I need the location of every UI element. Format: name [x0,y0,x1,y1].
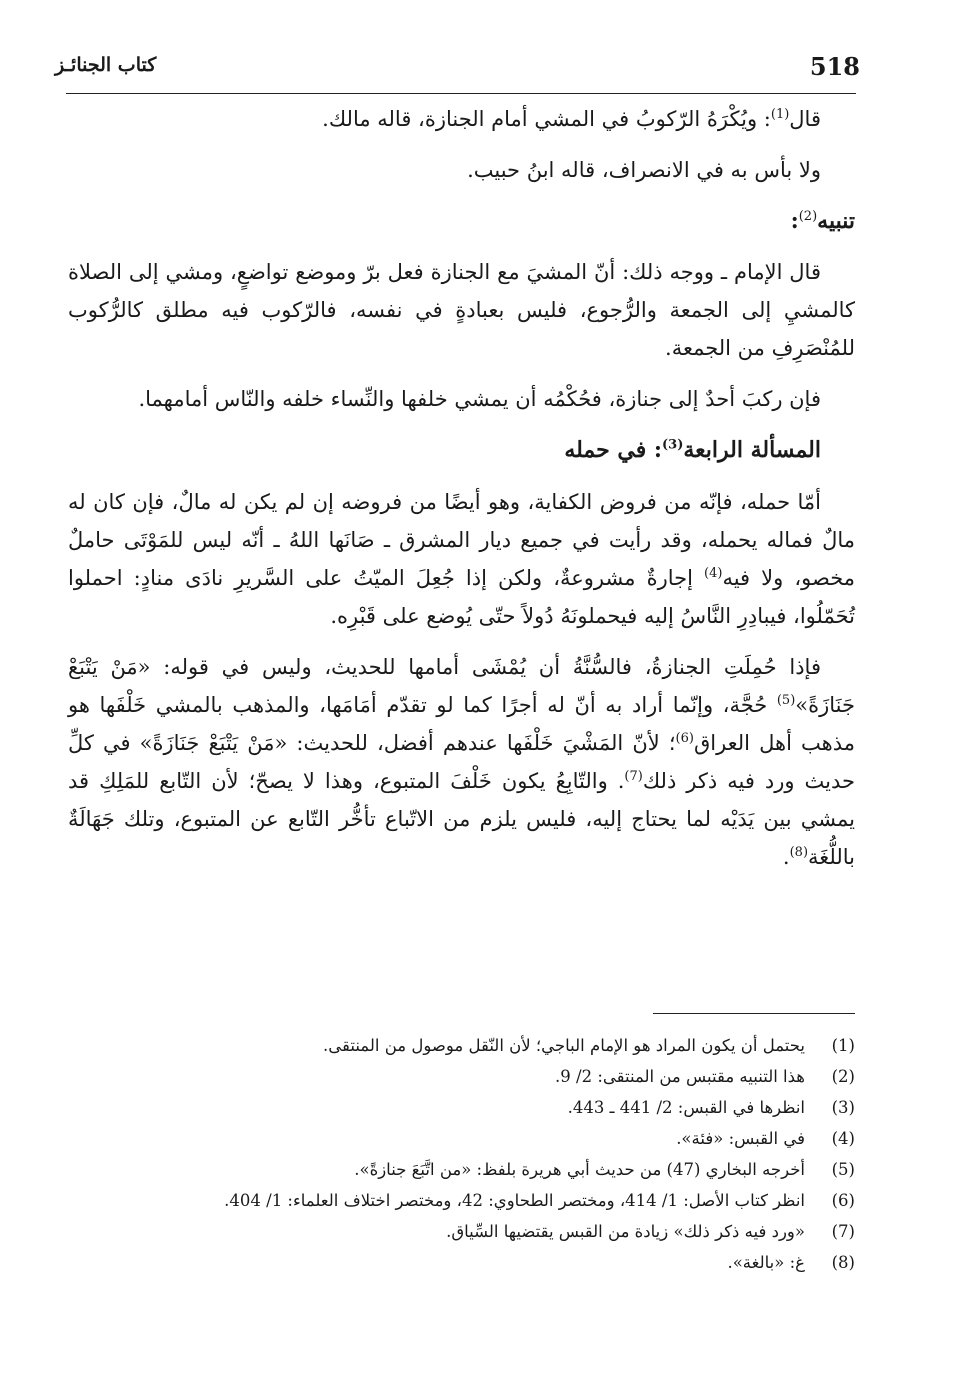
footnote [100,1247,855,1278]
footnote-rule [653,1013,855,1014]
footnote [100,1185,855,1216]
footnote-number: (4) [831,1129,855,1148]
footnotes [100,1030,855,1278]
footnote-ref-3: (3) [662,437,684,453]
paragraph-5: فإن ركبَ أحدٌ إلى جنازة، فحُكْمُه أن يمشي خلفها والنِّساء خلفه والنّاس أمامهما. [138,387,821,411]
footnote-number: (8) [831,1253,855,1272]
text-run: حُجَّة، وإنّما أراد به أنّ له أجرًا كما لو تقدّم أمَامَها، والمذهب بالمشي خَلْفَها هو مذهب أهل العراق [68,693,855,755]
footnote-number: (2) [831,1067,855,1086]
page-number: 518 [809,52,860,81]
footnote [100,1030,855,1061]
footnote-text: «ورد فيه ذكر ذلك» زيادة من القبس يقتضيها السِّياق. [446,1222,805,1241]
footnote-ref-7: (7) [624,769,643,784]
footnote-number: (3) [831,1098,855,1117]
footnote-number: (7) [831,1222,855,1241]
note-heading [68,202,855,240]
text-run: قال [789,107,821,131]
footnote [100,1154,855,1185]
footnote-ref-8: (8) [789,845,809,860]
page-header [55,48,860,88]
header-rule [66,93,856,94]
paragraph-2: ولا بأس به في الانصراف، قاله ابنُ حبيب. [467,158,821,182]
footnote-ref-1: (1) [770,107,790,122]
footnote-text: انظر كتاب الأصل: 1/ 414، ومختصر الطحاوي: 42، ومختصر اختلاف العلماء: 1/ 404. [224,1191,805,1210]
text-run: . [782,845,790,869]
paragraph-1 [68,100,855,138]
footnote-ref-5: (5) [776,693,796,708]
footnote-text: في القبس: «فئة». [676,1129,805,1148]
footnote-ref-4: (4) [704,566,723,581]
footnote-ref-6: (6) [675,731,694,746]
paragraph-7 [68,648,855,876]
footnote-number: (1) [831,1036,855,1055]
text-run: : ويُكْرَهُ الرّكوبُ في المشي أمام الجنازة، قاله مالك. [322,107,771,131]
footnote-text: أخرجه البخاري (47) من حديث أبي هريرة بلفظ: «من اتَّبَعَ جنازةً». [354,1160,805,1179]
footnote [100,1061,855,1092]
footnote-text: هذا التنبيه مقتبس من المنتقى: 2/ 9. [555,1067,805,1086]
footnote [100,1216,855,1247]
running-title: كتاب الجنائـز [55,54,157,76]
footnote-number: (6) [831,1191,855,1210]
text-run: . والتّابِعُ يكون خَلْفَ المتبوع، وهذا لا يصحّ؛ لأن التّابع للمَلِكِ قد يمشي بين يَدَيْه لما يحتاج إليه، فليس يلزم من الاتّباع تأخُّر التّابع عن المتبوع، وتلك جَهَالَةٌ باللُّغَة [68,769,855,869]
footnote [100,1123,855,1154]
footnote-ref-2: (2) [798,209,818,224]
section-title-text: المسألة الرابعة [683,437,821,463]
paragraph-4: قال الإمام ـ ووجه ذلك: أنّ المشيَ مع الجنازة فعل برّ وموضع تواضعٍ، ومشي إلى الصلاة كالمشيِ إلى الجمعة والرُّجوع، فليس بعبادةٍ في نفسه، فالرّكوب فيه مطلق كالرُّكوب للمُنْصَرِفِ من الجمعة. [68,260,855,360]
text-run: أمّا حمله، فإنّه من فروض الكفاية، وهو أيضًا من فروضه إن لم يكن له مالٌ، فإن كان له مالٌ فماله يحمله، وقد رأيت في جميع ديار المشرق ـ صَانَها اللهُ ـ أنّه ليس للمَوْتَى حاملٌ مخصو، ولا فيه [68,490,856,590]
footnote-text: غ: «بالغة». [727,1253,805,1272]
section-title [68,431,855,469]
text-run: : [790,208,799,234]
text-run: ؛ لأنّ المَشْيَ خَلْفَها عندهم أفضل، للحديث: «مَنْ يَتْبَعْ جَنَازَةً» في كلِّ حديث ورد فيه ذكر ذلك [68,731,855,793]
text-run: فإذا حُمِلَتِ الجنازةُ، فالسُّنَّةُ أن يُمْشَى أمامها للحديث، وليس في قوله: «مَنْ يَتْبَعْ جَنَازَةً» [68,655,855,717]
paragraph-6 [68,483,855,635]
note-heading-text: تنبيه [817,208,855,234]
footnote-text: انظرها في القبس: 2/ 441 ـ 443. [567,1098,805,1117]
text-run: : في حمله [564,437,663,463]
footnote [100,1092,855,1123]
footnote-text: يحتمل أن يكون المراد هو الإمام الباجي؛ لأن النّقل موصول من المنتقى. [323,1036,805,1055]
footnote-number: (5) [831,1160,855,1179]
main-text [68,100,855,889]
text-run: إجارةٌ مشروعةٌ، ولكن إذا جُعِلَ الميّتُ على السَّريرِ نادَى منادٍ: احملوا تُحَمّلُوا، فيبادِرِ النَّاسُ إليه فيحملونَهُ دُولاً حتّى يُوضع على قَبْرِه. [68,566,855,628]
